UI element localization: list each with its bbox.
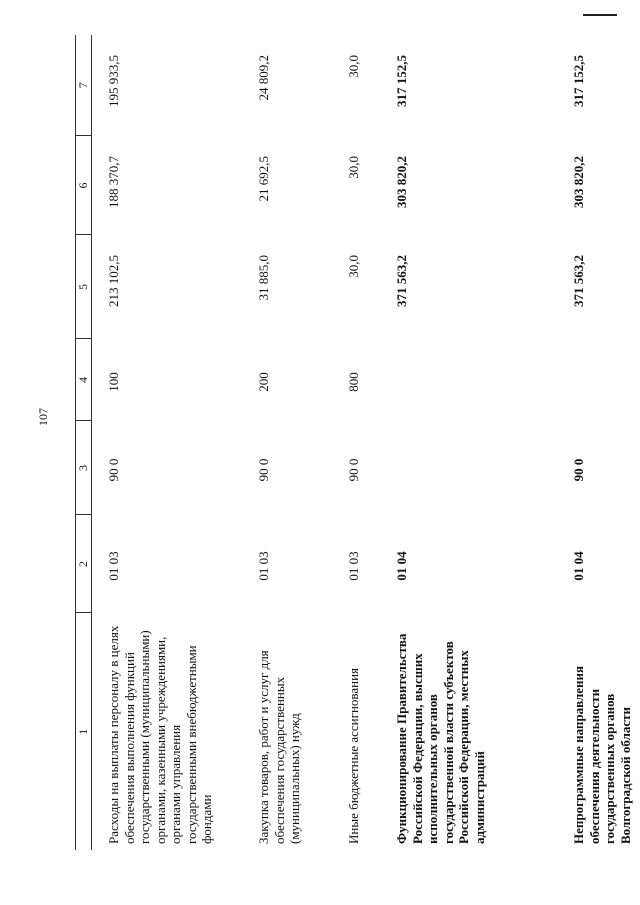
row-expense-type [557, 339, 640, 421]
row-value-5: 371 563,2 [571, 255, 586, 307]
row-section-code: 01 04 [394, 551, 409, 581]
column-header-1: 1 [76, 728, 90, 735]
column-header-6: 6 [76, 136, 92, 235]
table-row [332, 35, 380, 850]
table-row [92, 35, 243, 850]
row-name: Закупка товаров, работ и услуг для обеспечения государственных (муниципальных) нужд [256, 650, 302, 844]
table-row [380, 35, 557, 850]
rotated-table-container [75, 35, 633, 850]
table-row [242, 35, 332, 850]
row-expense-type: 100 [106, 372, 121, 392]
row-article-code [380, 421, 557, 515]
row-value-5: 30,0 [346, 255, 361, 278]
row-value-7: 24 809,2 [256, 55, 271, 101]
row-article-code: 90 0 [106, 458, 121, 482]
column-header-4: 4 [76, 339, 92, 421]
row-value-7: 317 152,5 [394, 55, 409, 107]
row-name: Расходы на выплаты персоналу в целях обеспечения выполнения функций государственными (муниципальными) органами, казенными учреждениями, органами управления государственными внебюджетными фондами [106, 625, 214, 844]
budget-table [75, 35, 640, 850]
row-article-code: 90 0 [346, 458, 361, 482]
row-name: Иные бюджетные ассигнования [346, 667, 361, 844]
row-value-7: 195 933,5 [106, 55, 121, 107]
table-row [557, 35, 640, 850]
row-expense-type: 800 [346, 372, 361, 392]
row-section-code: 01 04 [571, 551, 586, 581]
row-article-code: 90 0 [256, 458, 271, 482]
row-value-6: 303 820,2 [394, 156, 409, 208]
row-name: Функционирование Правительства Российской Федерации, высших исполнительных органов государственной власти субъектов Российской Федерации, местных администраций [394, 633, 487, 844]
row-value-5: 213 102,5 [106, 255, 121, 307]
row-section-code: 01 03 [346, 551, 361, 581]
row-section-code: 01 03 [256, 551, 271, 581]
column-header-7: 7 [76, 35, 92, 136]
column-header-2: 2 [76, 515, 92, 613]
row-value-7: 317 152,5 [571, 55, 586, 107]
row-value-6: 30,0 [346, 156, 361, 179]
column-header-5: 5 [76, 235, 92, 339]
row-value-5: 31 885,0 [256, 255, 271, 301]
column-header-3: 3 [76, 421, 92, 515]
row-value-6: 21 692,5 [256, 156, 271, 202]
row-value-7: 30,0 [346, 55, 361, 78]
row-section-code: 01 03 [106, 551, 121, 581]
top-edge-mark [583, 14, 617, 16]
page-number: 107 [36, 408, 50, 426]
row-article-code: 90 0 [571, 458, 586, 482]
row-expense-type: 200 [256, 372, 271, 392]
row-name: Непрограммные направления обеспечения деятельности государственных органов Волгоградской области [571, 665, 633, 844]
row-expense-type [380, 339, 557, 421]
row-value-6: 188 370,7 [106, 156, 121, 208]
row-value-6: 303 820,2 [571, 156, 586, 208]
row-value-5: 371 563,2 [394, 255, 409, 307]
column-number-row [76, 35, 92, 850]
